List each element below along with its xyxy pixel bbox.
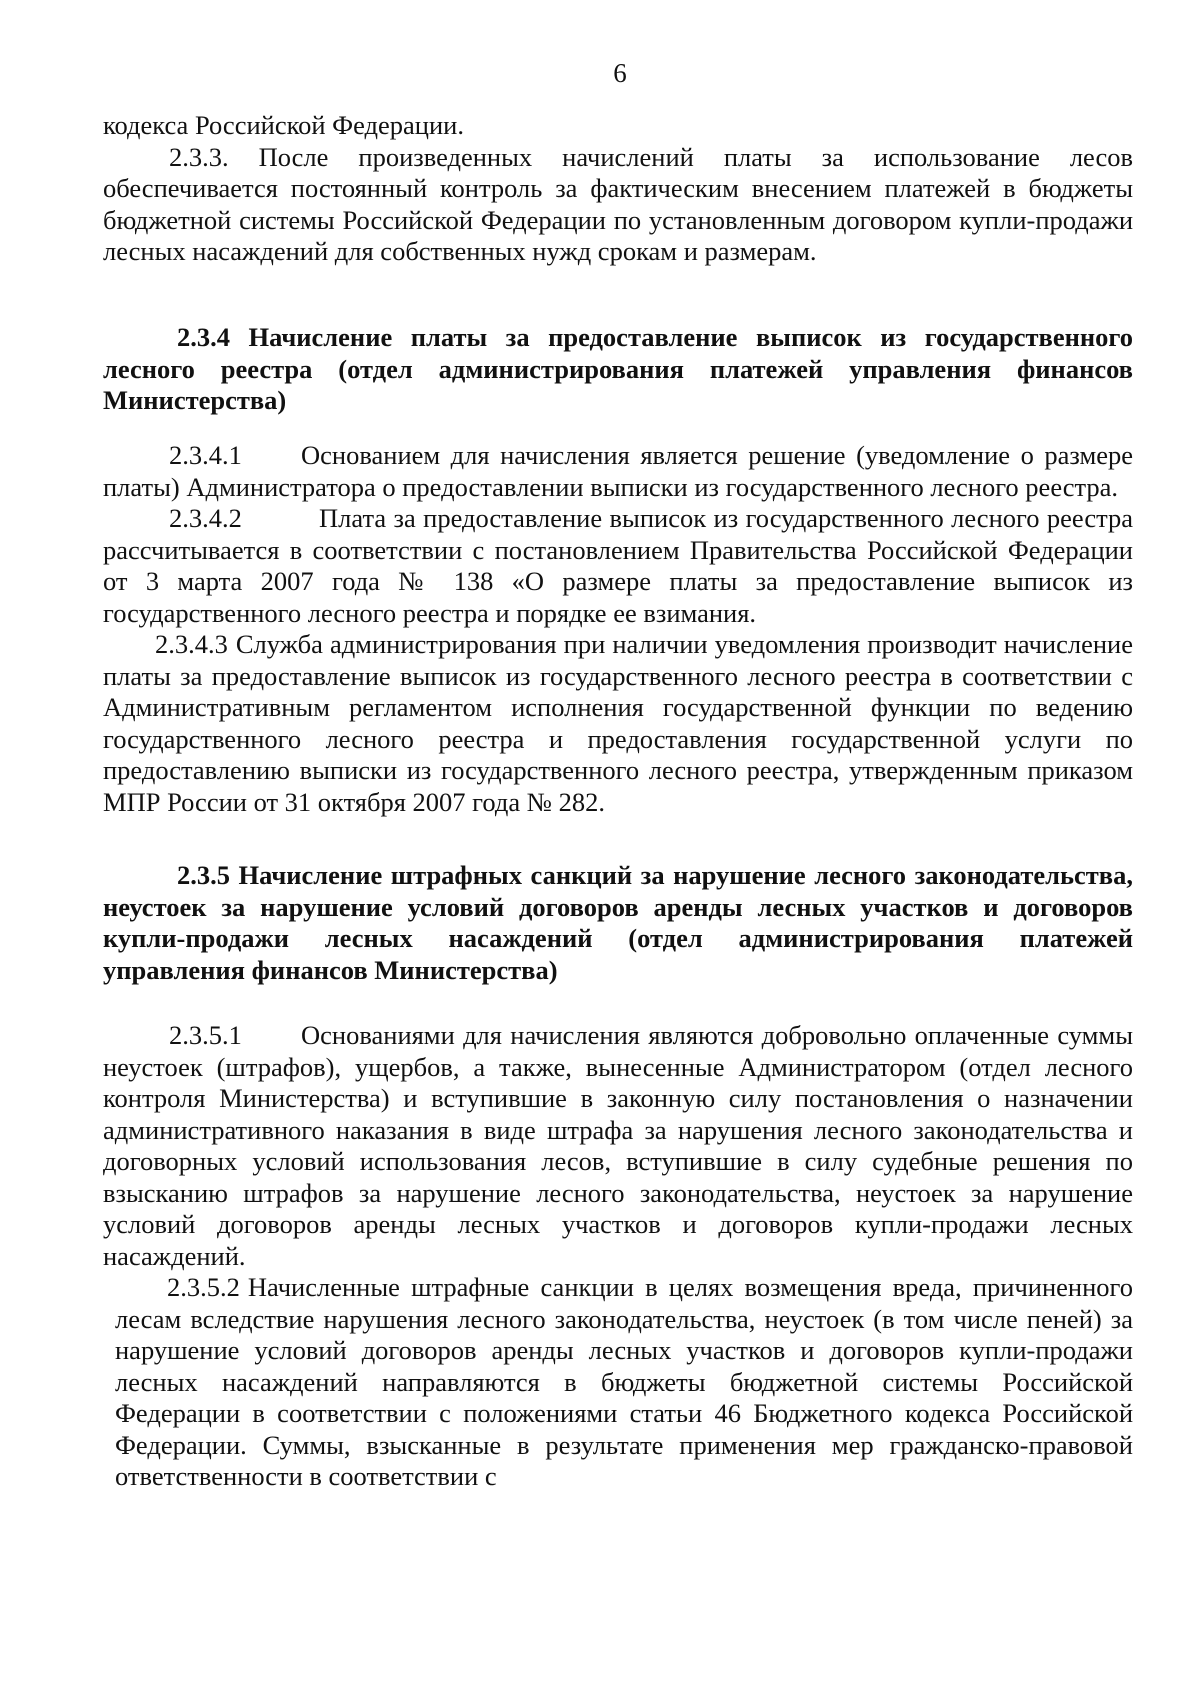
number-2-3-4-1: 2.3.4.1	[169, 440, 242, 470]
number-2-3-4-3: 2.3.4.3	[155, 629, 228, 659]
section-2-3-4-body	[103, 440, 1133, 818]
heading-2-3-4: 2.3.4 Начисление платы за предоставление выписок из государственного лесного реестра (отдел администрирования платежей управления финансов Министерства)	[103, 322, 1133, 415]
paragraph-2-3-4-2	[103, 503, 1133, 629]
paragraph-2-3-5-1	[103, 1020, 1133, 1272]
paragraph-2-3-4-3	[103, 629, 1133, 818]
text-2-3-4-3: Служба администрирования при наличии уведомления производит начисление платы за предоставление выписок из государственного лесного реестра в соответствии с Административным регламентом исполнения государственной функции по ведению государственного лесного реестра и предоставления государственной услуги по предоставлению выписки из государственного лесного реестра, утвержденным приказом МПР России от 31 октября 2007 года № 282.	[103, 629, 1133, 817]
heading-2-3-5: 2.3.5 Начисление штрафных санкций за нарушение лесного законодательства, неустоек за нарушение условий договоров аренды лесных участков и договоров купли-продажи лесных насаждений (отдел администрирования платежей управления финансов Министерства)	[103, 860, 1133, 985]
section-2-3-5-body	[103, 1020, 1133, 1493]
text-2-3-5-1: Основаниями для начисления являются добровольно оплаченные суммы неустоек (штрафов), ущербов, а также, вынесенные Администратором (отдел лесного контроля Министерства) и вступившие в законную силу постановления о назначении административного наказания в виде штрафа за нарушения лесного законодательства и договорных условий использования лесов, вступившие в силу судебные решения по взысканию штрафов за нарушение лесного законодательства, неустоек за нарушение условий договоров аренды лесных участков и договоров купли-продажи лесных насаждений.	[103, 1020, 1133, 1271]
number-2-3-5-2: 2.3.5.2	[167, 1272, 240, 1302]
section-2-3-5-heading-block	[103, 860, 1133, 986]
paragraph-2-3-3: 2.3.3. После произведенных начислений платы за использование лесов обеспечивается постоянный контроль за фактическим внесением платежей в бюджеты бюджетной системы Российской Федерации по установленным договором купли-продажи лесных насаждений для собственных нужд срокам и размерам.	[103, 141, 1133, 266]
continuation-line: кодекса Российской Федерации.	[103, 110, 464, 140]
number-2-3-4-2: 2.3.4.2	[169, 503, 242, 533]
section-2-3-3	[103, 110, 1133, 268]
text-2-3-5-2: Начисленные штрафные санкции в целях возмещения вреда, причиненного лесам вследствие нарушения лесного законодательства, неустоек (в том числе пеней) за нарушение условий договоров аренды лесных участков и договоров купли-продажи лесных насаждений направляются в бюджеты бюджетной системы Российской Федерации в соответствии с положениями статьи 46 Бюджетного кодекса Российской Федерации. Суммы, взысканные в результате применения мер гражданско-правовой ответственности в соответствии с	[115, 1272, 1133, 1491]
paragraph-2-3-4-1	[103, 440, 1133, 503]
number-2-3-5-1: 2.3.5.1	[169, 1020, 242, 1050]
paragraph-2-3-5-2	[103, 1272, 1133, 1493]
text-2-3-4-1: Основанием для начисления является решение (уведомление о размере платы) Администратора о предоставлении выписки из государственного лесного реестра.	[103, 440, 1133, 502]
section-2-3-4-heading-block	[103, 322, 1133, 417]
page-number: 6	[613, 58, 627, 88]
text-2-3-4-2: Плата за предоставление выписок из государственного лесного реестра рассчитывается в соответствии с постановлением Правительства Российской Федерации от 3 марта 2007 года № 138 «О размере платы за предоставление выписок из государственного лесного реестра и порядке ее взимания.	[103, 503, 1133, 628]
